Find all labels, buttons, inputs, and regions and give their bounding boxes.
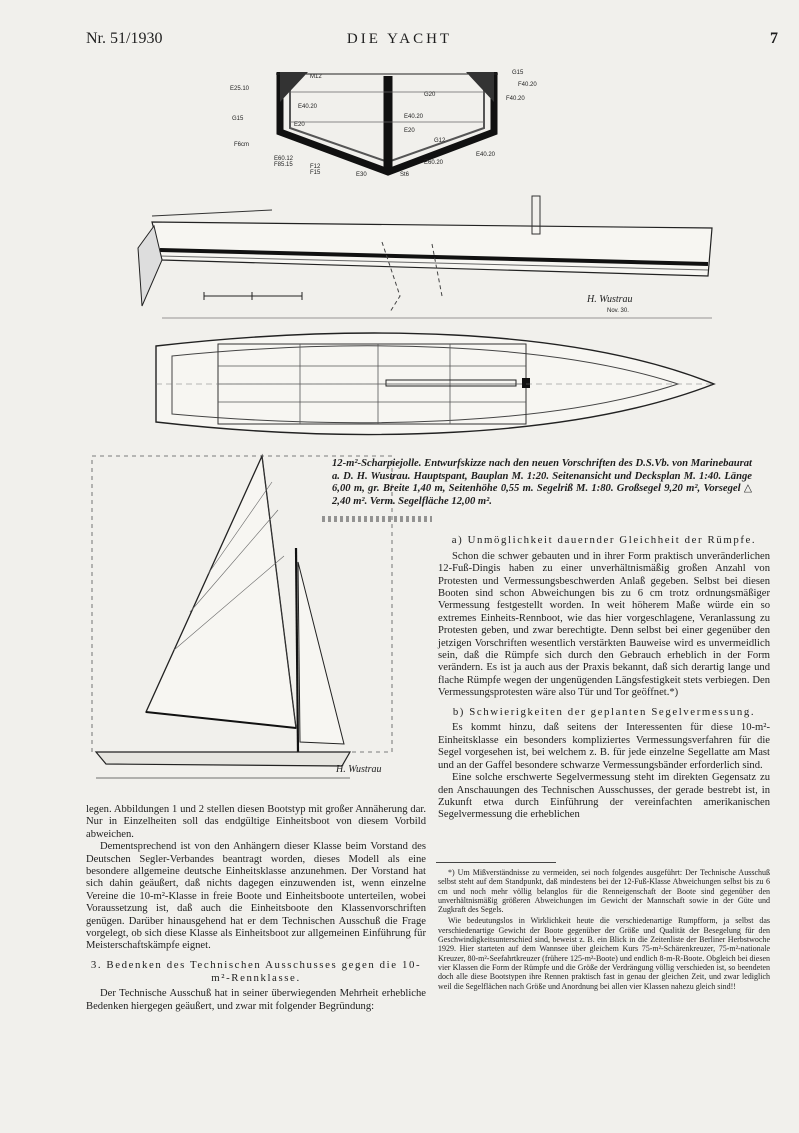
side-view-drawing bbox=[132, 186, 722, 326]
section-label: F12 bbox=[310, 164, 321, 170]
deck-plan-drawing bbox=[150, 318, 720, 448]
section-heading: b) Schwierigkeiten der geplanten Segelvermessung. bbox=[452, 705, 756, 718]
footnote bbox=[438, 868, 770, 993]
section-label: F85.15 bbox=[274, 162, 293, 168]
section-label: F15 bbox=[310, 170, 321, 176]
signature: H. Wustrau bbox=[336, 764, 382, 775]
paragraph: Schon die schwer gebauten und in ihrer Form praktisch unveränderlichen 12-Fuß-Dingis haben zu einer unverhältnismäßig großen Anzahl von Protesten und Vermessungsbeschwerden Anlaß gegeben. Selbst bei diesen Booten sind schon Abweichungen bis zu 6 cm trotz ordnungsmäßiger Vermessung festgestellt worden. In weit höherem Maße würde ein so extremes Einheits-Rennboot, wie das hier vorgeschlagene, Veranlassung zu Protesten geben, und zwar berechtigte. Denn selbst bei einer gegenüber den jetzigen Vorschriften wesentlich verstärkten Bauweise wird es unvermeidlich sein, daß die Rümpfe sich durch den Gebrauch erheblich in der Form verändern. Es ist ja auch aus der Praxis bekannt, daß sich derartig lange und flache Rümpfe wegen der ungenügenden Längsfestigkeit stets verbiegen. Den Vermessungsprotesten wäre also Tür und Tor geöffnet.*) bbox=[438, 550, 770, 699]
footnote-paragraph: Wie bedeutungslos in Wirklichkeit heute die verschiedenartige Rumpfform, ja selbst das verschiedenartige Gewicht der Boote gegenüber der Größe und Qualität der Besegelung für den Geschwindigkeitsunterschied sind, beweist z. B. ein Blick in die Zeitenliste der Berliner Herbstwoche 1929. Hier starteten auf dem Wannsee über gleichem Kurs 75-m²-Schärenkreuzer, 75-m²-nationale Kreuzer, 80-m²-Seefahrtkreuzer (frühere 125-m²-Boote) und endlich 8-m-R-Boote. Obgleich bei diesen vier Klassen die Form der Rümpfe und die Größe der Verdrängung völlig verschieden ist, so beendeten doch alle diese Bootstypen ihre Rennen praktisch fast in genau der gleichen Zeit, und zwar lediglich weil die Segelflächen nach Größe und Anordnung bei allen vier Klassen nahezu gleich sind!! bbox=[438, 916, 770, 991]
left-column bbox=[86, 804, 426, 1013]
section-label: E30 bbox=[356, 172, 367, 178]
section-label: E40.20 bbox=[476, 152, 496, 158]
section-label: G20 bbox=[424, 92, 436, 98]
issue-number: Nr. 51/1930 bbox=[86, 30, 163, 47]
section-label: E20 bbox=[404, 128, 415, 134]
section-label: G15 bbox=[512, 70, 524, 76]
midship-section-drawing bbox=[228, 62, 548, 186]
print-smudge bbox=[322, 516, 432, 522]
page-number: 7 bbox=[770, 30, 778, 47]
section-label: E60.20 bbox=[424, 160, 444, 166]
section-label: E40.20 bbox=[298, 104, 318, 110]
right-column bbox=[438, 528, 770, 822]
section-label: E20 bbox=[294, 122, 305, 128]
section-label: F40.20 bbox=[518, 82, 537, 88]
paragraph: Dementsprechend ist von den Anhängern dieser Klasse beim Vorstand des Deutschen Segler-Verbandes beantragt worden, dieses Modell als eine besondere allgemeine deutsche Einheitsklasse anzunehmen. Der Vorstand hat sich dahin geäußert, daß nichts dagegen einzuwenden ist, wenn einzelne Vereine die 10-m²-Klasse in freie Boote und Einheitsboote unterteilen, wobei Voraussetzung ist, daß auch die Einheitsboote den Klassenvorschriften genügen. Darüber hinausgehend hat er dem Technischen Ausschuß die Frage vorgelegt, ob sich diese Klasse als Einheitsboot zur allgemeinen Einführung für Meisterschaftskämpfe eignet. bbox=[86, 841, 426, 952]
section-heading: 3. Bedenken des Technischen Ausschusses gegen die 10-m²-Rennklasse. bbox=[90, 958, 422, 984]
section-label: St6 bbox=[400, 172, 410, 178]
section-label: E25.10 bbox=[230, 86, 250, 92]
footnote-paragraph: *) Um Mißverständnisse zu vermeiden, sei noch folgendes ausgeführt: Der Technische Ausschuß selbst steht auf dem Standpunkt, daß mindestens bei der 12-Fuß-Klasse Abweichungen selbst bis zu 6 cm und noch mehr völlig belanglos für die Renneigenschaft der Boote sind gegenüber den unverhältnismäßig größeren Abweichungen im Gewicht der Mannschaft sowie in der Güte und Zugkraft des Segels. bbox=[438, 868, 770, 915]
section-label: F6cm bbox=[234, 142, 249, 148]
section-label: M12 bbox=[310, 74, 322, 80]
paragraph: Es kommt hinzu, daß seitens der Interessenten für diese 10-m²-Einheitsklasse ein besonders kompliziertes Vermessungsverfahren für die Segel vorgesehen ist, bei welchem z. B. für jede einzelne Segellatte am Mast und an der Gaffel besondere schwarze Vermessungsbänder erforderlich sind. bbox=[438, 722, 770, 771]
section-label: F40.20 bbox=[506, 96, 525, 102]
signature: H. Wustrau bbox=[587, 294, 633, 305]
signature-date: Nov. 30. bbox=[607, 308, 629, 314]
section-label: G12 bbox=[434, 138, 446, 144]
paragraph: legen. Abbildungen 1 und 2 stellen diesen Bootstyp mit großer Annäherung dar. Nur in Einzelheiten soll das endgültige Einheitsboot von diesem Vorbild abweichen. bbox=[86, 804, 426, 840]
paragraph: Der Technische Ausschuß hat in seiner überwiegenden Mehrheit erhebliche Bedenken hiergegen geäußert, und zwar mit folgender Begründung: bbox=[86, 988, 426, 1012]
footnote-rule bbox=[436, 862, 556, 863]
section-label: G15 bbox=[232, 116, 244, 122]
figure-caption: 12-m²-Scharpiejolle. Entwurfskizze nach den neuen Vorschriften des D.S.Vb. von Marinebaurat a. D. H. Wustrau. Hauptspant, Bauplan M. 1:20. Seitenansicht und Decksplan M. 1:40. Länge 6,00 m, gr. Breite 1,40 m, Seitenhöhe 0,55 m. Segelriß M. 1:80. Großsegel 9,20 m², Vorsegel △ 2,40 m². Verm. Segelfläche 12,00 m². bbox=[332, 458, 752, 508]
section-label: E60.12 bbox=[274, 156, 294, 162]
paragraph: Eine solche erschwerte Segelvermessung steht im direkten Gegensatz zu den Anschauungen des Technischen Ausschusses, der gerade bestrebt ist, in Zukunft etwa durch Einführung der vereinfachten amerikanischen Segelvermessung die erheblichen bbox=[438, 772, 770, 821]
journal-title: DIE YACHT bbox=[346, 31, 453, 47]
section-heading: a) Unmöglichkeit dauernder Gleichheit der Rümpfe. bbox=[451, 534, 757, 546]
section-label: E40.20 bbox=[404, 114, 424, 120]
